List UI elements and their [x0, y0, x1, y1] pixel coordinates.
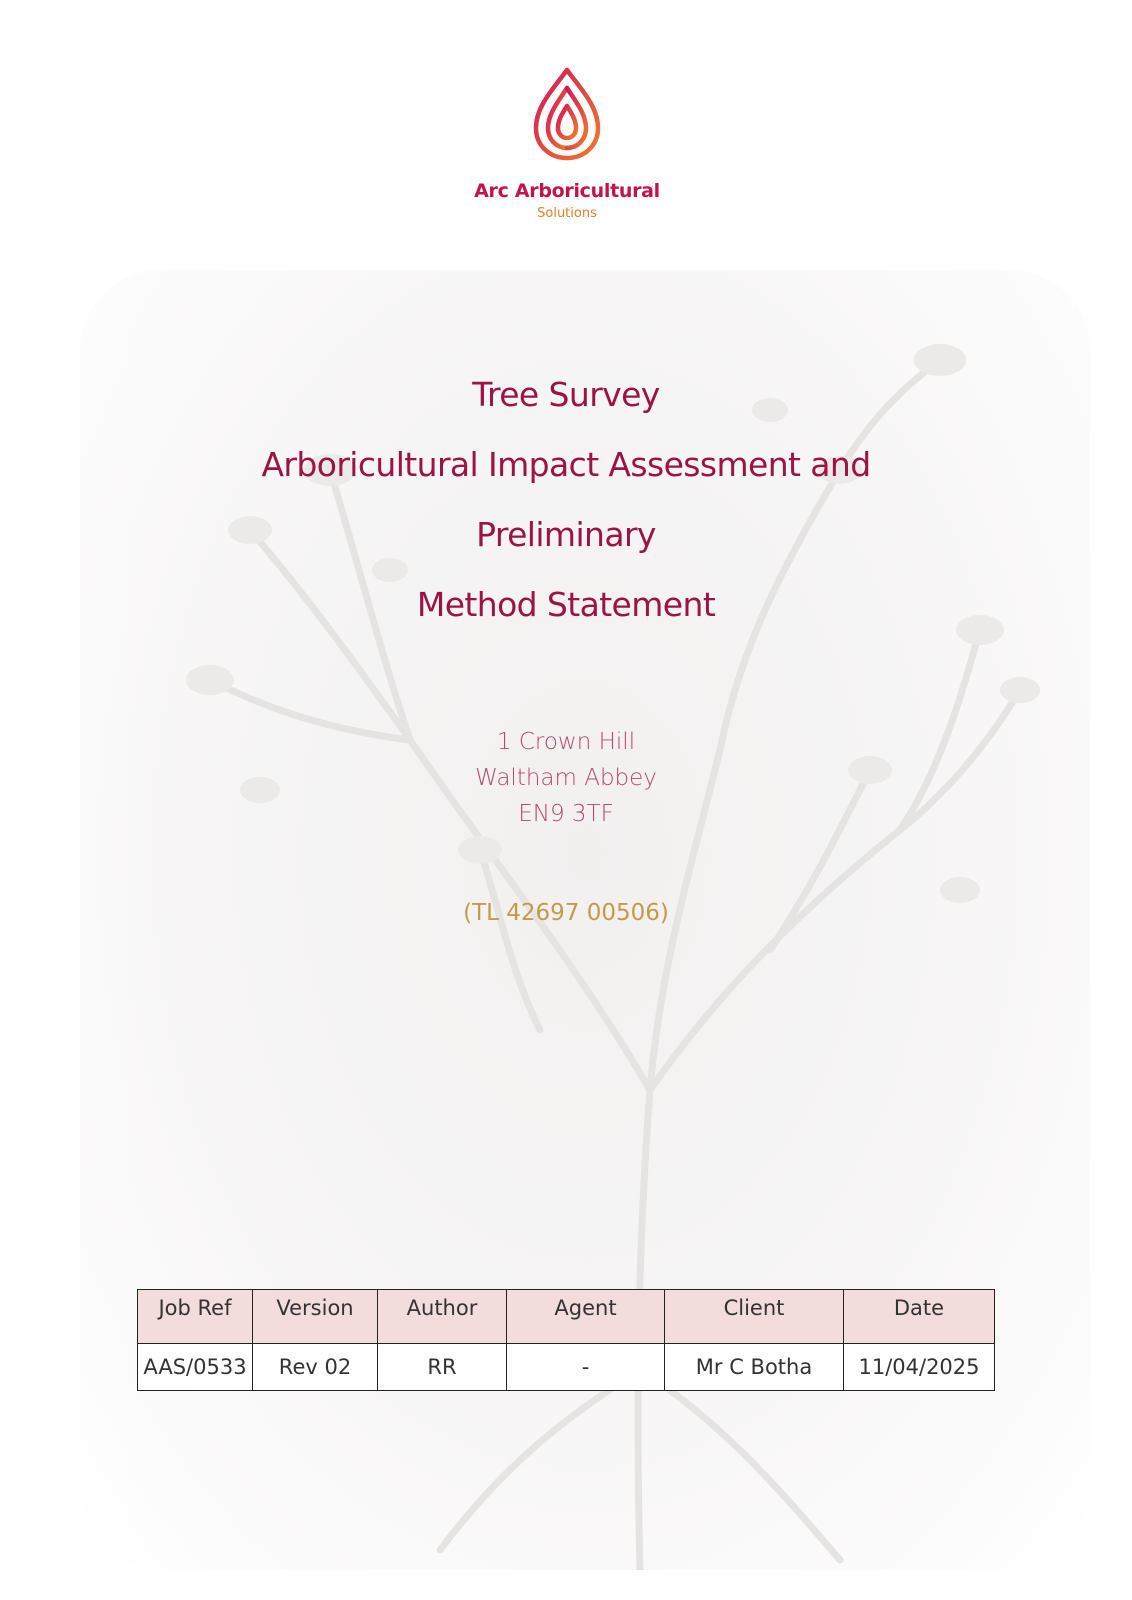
cell-version: Rev 02: [253, 1344, 378, 1391]
header-agent: Agent: [507, 1290, 665, 1344]
address-line-1: 1 Crown Hill: [496, 729, 636, 755]
report-title: [166, 360, 966, 640]
site-address: [366, 724, 766, 832]
cell-date: 11/04/2025: [844, 1344, 995, 1391]
cell-author: RR: [378, 1344, 507, 1391]
address-postcode: EN9 3TF: [518, 801, 614, 827]
header-client: Client: [665, 1290, 844, 1344]
job-info-table: [137, 1289, 995, 1391]
address-line-2: Waltham Abbey: [475, 765, 657, 791]
leaf-flame-icon: [524, 66, 610, 176]
title-line-1: Tree Survey: [472, 375, 660, 414]
header-version: Version: [253, 1290, 378, 1344]
title-line-3: Preliminary: [476, 515, 656, 554]
logo-company-name: Arc Arboricultural: [474, 180, 660, 202]
table-row: [138, 1344, 995, 1391]
header-date: Date: [844, 1290, 995, 1344]
company-logo: [474, 66, 660, 226]
cell-job-ref: AAS/0533: [138, 1344, 253, 1391]
title-line-4: Method Statement: [416, 585, 716, 624]
cell-client: Mr C Botha: [665, 1344, 844, 1391]
cell-agent: -: [507, 1344, 665, 1391]
header-job-ref: Job Ref: [138, 1290, 253, 1344]
title-line-2: Arboricultural Impact Assessment and: [261, 445, 871, 484]
grid-reference: (TL 42697 00506): [463, 900, 669, 926]
logo-tagline: Solutions: [537, 206, 597, 221]
table-header-row: [138, 1290, 995, 1344]
header-author: Author: [378, 1290, 507, 1344]
